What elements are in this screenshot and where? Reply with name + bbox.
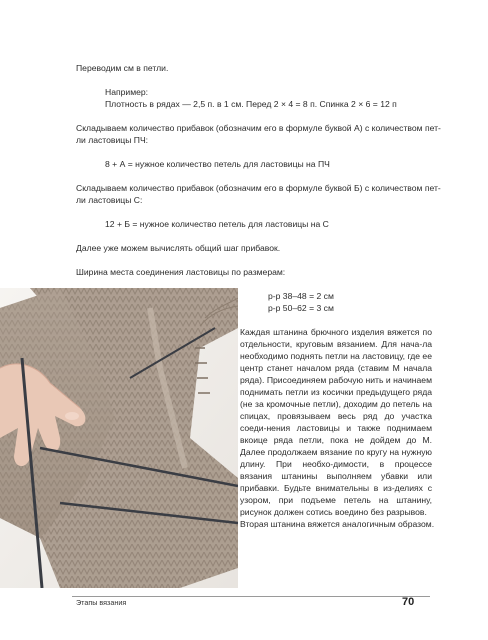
paragraph-width: Ширина места соединения ластовицы по размерам: bbox=[76, 267, 286, 277]
paragraph-gusset-front-1: Складываем количество прибавок (обозначим его в формуле буквой А) с количеством пет- bbox=[76, 123, 441, 133]
paragraph-gusset-back-2: ли ластовицы С: bbox=[76, 195, 143, 205]
formula-front: 8 + А = нужное количество петель для ластовицы на ПЧ bbox=[105, 159, 330, 169]
example-text: Плотность в рядах — 2,5 п. в 1 см. Перед 2 × 4 = 8 п. Спинка 2 × 6 = 12 п bbox=[105, 99, 397, 109]
page-number: 70 bbox=[402, 596, 415, 608]
paragraph-step: Далее уже можем вычислять общий шаг прибавок. bbox=[76, 243, 281, 253]
size-range-2: р-р 50–62 = 3 см bbox=[268, 303, 334, 313]
example-label: Например: bbox=[105, 87, 149, 97]
knitting-photo bbox=[0, 288, 238, 588]
formula-back: 12 + Б = нужное количество петель для ластовицы на С bbox=[105, 219, 329, 229]
footer-section-title: Этапы вязания bbox=[76, 598, 127, 607]
paragraph-intro: Переводим см в петли. bbox=[76, 63, 169, 73]
size-range-1: р-р 38–48 = 2 см bbox=[268, 291, 334, 301]
paragraph-leg-knitting: Каждая штанина брючного изделия вяжется по отдельности, круговым вязанием. Для нача-ла необходимо поднять петли на ластовицу, где ее центр станет началом ряда (ставим М начала ряда). Присоединяем рабочую нить и начинаем поднимать петли из косички предыдущего ряда (не за кромочные петли), доходим до петель на спицах, провязываем весь ряд до участка соеди-нения ластовицы и также поднимаем вкоице ряда петли, пока не дойдем до М. Далее продолжаем вязание по кругу на нужную длину. При необхо-димости, в процессе вязания штанины выполняем убавки или прибавки. Будьте внимательны в из-делиях с узором, при подъеме петель на штанину, рисунок должен сотись воедино без разрывов. bbox=[240, 327, 432, 517]
paragraph-gusset-front-2: ли ластовицы ПЧ: bbox=[76, 135, 149, 145]
paragraph-second-leg: Вторая штанина вяжется аналогичным образом. bbox=[240, 519, 435, 529]
footer-divider bbox=[72, 596, 430, 597]
paragraph-gusset-back-1: Складываем количество прибавок (обозначим его в формуле буквой Б) с количеством пет- bbox=[76, 183, 441, 193]
